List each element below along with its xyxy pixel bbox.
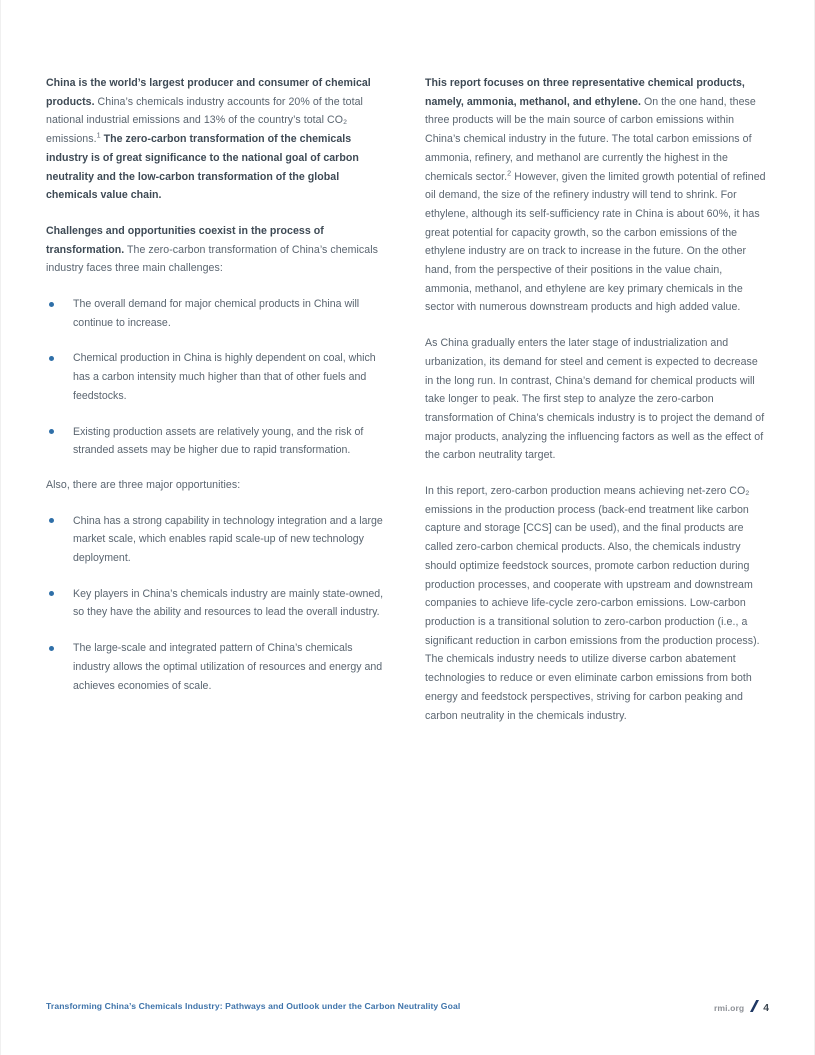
bullet-dot-icon [49, 518, 54, 523]
opportunity-text: The large-scale and integrated pattern of China’s chemicals industry allows the optimal utilization of resources and energy and achieves economies of scale. [73, 642, 383, 692]
opportunities-intro: Also, there are three major opportunities: [46, 478, 241, 491]
rmi-slash-logo-icon [750, 1000, 759, 1012]
right-paragraph-3: In this report, zero-carbon production means achieving net-zero CO₂ emissions in the production process (back-end treatment like carbon capture and storage [CCS] can be used), and the final products are called zero-carbon chemical products. Also, the chemicals industry should optimize feedstock sources, promote carbon reduction during production processes, and cooperate with upstream and downstream companies to achieve life-cycle zero-carbon emissions. Low-carbon production is a transitional solution to zero-carbon production (i.e., a significant reduction in carbon emissions from the production process). The chemicals industry needs to utilize diverse carbon abatement technologies to reduce or even eliminate carbon emissions from both energy and feedstock perspectives, striving for carbon peaking and carbon neutrality in the chemicals industry. [425, 485, 760, 722]
bullet-dot-icon [49, 591, 54, 596]
right-p1-body-2: However, given the limited growth potential of refined oil demand, the size of the refinery industry will tend to shrink. For ethylene, although its self-sufficiency rate in China is about 60%, it has great potential for capacity growth, so the carbon emissions of the ethylene industry are on track to increase in the future. On the other hand, from the perspective of their positions in the value chain, ammonia, methanol, and ethylene are key primary chemicals in the sector with numerous downstream products and high added value. [425, 170, 766, 314]
challenges-list [46, 295, 389, 460]
footer-page-number: 4 [763, 1002, 769, 1014]
list-item [46, 349, 389, 405]
footer-brand-group [714, 999, 769, 1014]
right-p1-bold-lead: This report focuses on three representative chemical products, namely, ammonia, methanol, and ethylene. [425, 77, 745, 108]
bullet-dot-icon [49, 356, 54, 361]
list-item [46, 639, 389, 695]
left-p2-body: The zero-carbon transformation of China’s chemicals industry faces three main challenges: [46, 243, 378, 275]
right-paragraph-1 [425, 74, 768, 317]
list-item [46, 295, 389, 332]
left-p2-bold-lead: Challenges and opportunities coexist in the process of transformation. [46, 224, 324, 256]
opportunities-list [46, 512, 389, 696]
opportunity-text: Key players in China’s chemicals industry are mainly state-owned, so they have the ability and resources to lead the overall industry. [73, 587, 384, 619]
bullet-dot-icon [49, 646, 54, 651]
right-column [425, 74, 768, 725]
left-paragraph-1 [46, 74, 389, 205]
left-p1-body: China’s chemicals industry accounts for 20% of the total national industrial emissions and 13% of the country’s total CO₂ emissions. [46, 95, 363, 146]
challenge-text: Chemical production in China is highly dependent on coal, which has a carbon intensity much higher than that of other fuels and feedstocks. [73, 352, 376, 402]
two-column-body [46, 74, 769, 725]
challenge-text: The overall demand for major chemical products in China will continue to increase. [73, 298, 360, 329]
right-paragraph-2: As China gradually enters the later stage of industrialization and urbanization, its demand for steel and cement is expected to decrease in the long run. In contrast, China’s demand for chemical products will take longer to peak. The first step to analyze the zero-carbon transformation of China’s chemicals industry is to project the demand of major products, analyzing the influencing factors as well as the effect of the carbon neutrality target. [425, 337, 765, 462]
footnote-marker-1: 1 [96, 130, 101, 140]
footer-report-title: Transforming China’s Chemicals Industry: Pathways and Outlook under the Carbon Neutrality Goal [46, 1001, 461, 1011]
page-edge-left [0, 0, 1, 1055]
footer-rmi-label: rmi.org [714, 1002, 745, 1013]
list-item [46, 512, 389, 568]
page-footer [46, 996, 769, 1016]
challenge-text: Existing production assets are relatively young, and the risk of stranded assets may be higher due to rapid transformation. [73, 425, 364, 457]
left-p1-bold-tail: The zero-carbon transformation of the chemicals industry is of great significance to the national goal of carbon neutrality and the low-carbon transformation of the global chemicals value chain. [46, 133, 359, 202]
right-p1-body-1: On the one hand, these three products will be the main source of carbon emissions within China’s chemical industry in the future. The total carbon emissions of ammonia, refinery, and methanol are currently the highest in the chemicals sector. [425, 95, 756, 183]
bullet-dot-icon [49, 302, 54, 307]
left-p1-bold-lead: China is the world’s largest producer and consumer of chemical products. [46, 77, 371, 108]
left-column [46, 74, 389, 725]
footnote-marker-2: 2 [507, 167, 512, 177]
bullet-dot-icon [49, 429, 54, 434]
opportunity-text: China has a strong capability in technology integration and a large market scale, which enables rapid scale-up of new technology deployment. [73, 514, 383, 565]
list-item [46, 423, 389, 460]
left-paragraph-2 [46, 222, 389, 278]
list-item [46, 585, 389, 622]
